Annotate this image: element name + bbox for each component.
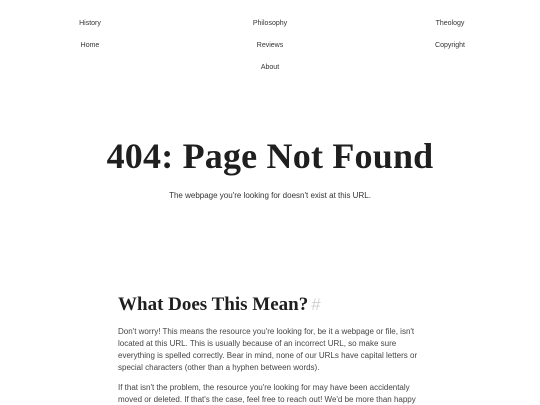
nav-row: [0, 56, 540, 78]
nav-link-home[interactable]: Home: [80, 41, 100, 49]
top-navigation: [0, 12, 540, 78]
heading-anchor-link[interactable]: #: [311, 295, 321, 314]
nav-link-theology[interactable]: Theology: [435, 19, 465, 27]
nav-link-copyright[interactable]: Copyright: [435, 41, 465, 49]
section-heading-text: What Does This Mean?: [118, 294, 309, 315]
section-paragraph: Don't worry! This means the resource you're looking for, be it a webpage or file, isn't located at this URL. This is usually because of an incorrect URL, so make sure everything is spelled correctly. Bear in mind, none of our URLs have capital letters or special characters (other than a hyphen between words).: [118, 327, 418, 372]
nav-link-history[interactable]: History: [79, 19, 101, 27]
page-subtitle: The webpage you're looking for doesn't exist at this URL.: [169, 191, 371, 200]
section-heading: [118, 292, 426, 318]
content-section: [118, 292, 426, 405]
nav-link-reviews[interactable]: Reviews: [256, 41, 284, 49]
nav-row: [0, 12, 540, 34]
nav-link-philosophy[interactable]: Philosophy: [252, 19, 288, 27]
page-title: 404: Page Not Found: [106, 136, 434, 176]
hero: [0, 134, 540, 200]
section-paragraph: If that isn't the problem, the resource you're looking for may have been accidentaly moved or deleted. If that's the case, feel free to reach out! We'd be more than happy: [118, 383, 416, 404]
nav-link-about[interactable]: About: [260, 63, 280, 71]
nav-row: [0, 34, 540, 56]
